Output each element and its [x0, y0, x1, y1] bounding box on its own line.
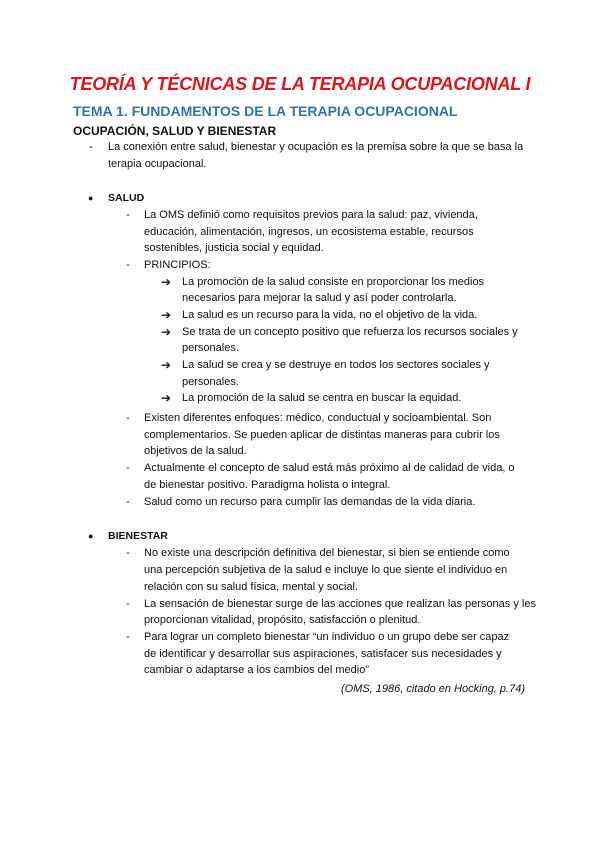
principio-line: personales.	[182, 342, 239, 354]
principio-line: La promoción de la salud se centra en buscar la equidad.	[182, 392, 462, 404]
dash-marker: -	[89, 141, 93, 153]
dash-marker: -	[126, 412, 130, 424]
arrow-marker: ➔	[161, 308, 172, 322]
principio-line: La salud se crea y se destruye en todos los sectores sociales y	[182, 359, 490, 371]
principio-line: La salud es un recurso para la vida, no el objetivo de la vida.	[182, 309, 478, 321]
dash-marker: -	[126, 598, 130, 610]
bienestar-line: Para lograr un completo bienestar “un individuo o un grupo debe ser capaz	[144, 631, 510, 643]
principio-line: necesarios para mejorar la salud y así poder controlarla.	[182, 292, 457, 304]
salud-oms-line: La OMS definió como requisitos previos para la salud: paz, vivienda,	[144, 209, 478, 221]
recurso-line: Salud como un recurso para cumplir las demandas de la vida diaria.	[144, 496, 476, 508]
intro-line: La conexión entre salud, bienestar y ocupación es la premisa sobre la que se basa la	[108, 141, 524, 153]
enfoques-line: complementarios. Se pueden aplicar de distintas maneras para cubrir los	[144, 429, 500, 441]
dash-marker: -	[126, 209, 130, 221]
topic-heading: TEMA 1. FUNDAMENTOS DE LA TERAPIA OCUPACIONAL	[73, 103, 458, 119]
dash-marker: -	[126, 259, 130, 271]
principio-line: Se trata de un concepto positivo que refuerza los recursos sociales y	[182, 326, 518, 338]
dash-marker: -	[126, 547, 130, 559]
salud-oms-line: educación, alimentación, ingresos, un ecosistema estable, recursos	[144, 226, 474, 238]
bienestar-line: relación con su salud física, mental y social.	[144, 581, 358, 593]
bienestar-line: La sensación de bienestar surge de las acciones que realizan las personas y les	[144, 598, 536, 610]
salud-oms-line: sostenibles, justicia social y equidad.	[144, 242, 324, 254]
actualmente-line: de bienestar positivo. Paradigma holista o integral.	[144, 479, 391, 491]
section-heading: OCUPACIÓN, SALUD Y BIENESTAR	[73, 124, 277, 138]
bullet-marker: ●	[88, 531, 94, 541]
bienestar-line: No existe una descripción definitiva del bienestar, si bien se entiende como	[144, 547, 510, 559]
document-title: TEORÍA Y TÉCNICAS DE LA TERAPIA OCUPACIONAL I	[69, 74, 531, 94]
arrow-marker: ➔	[161, 325, 172, 339]
principio-line: La promoción de la salud consiste en proporcionar los medios	[182, 276, 485, 288]
bienestar-line: de identificar y desarrollar sus aspiraciones, satisfacer sus necesidades y	[144, 648, 502, 660]
dash-marker: -	[126, 631, 130, 643]
bienestar-line: cambiar o adaptarse a los cambios del medio”	[144, 664, 370, 676]
bienestar-line: proporcionan vitalidad, propósito, satisfacción o plenitud.	[144, 614, 421, 626]
arrow-marker: ➔	[161, 358, 172, 372]
enfoques-line: Existen diferentes enfoques: médico, conductual y socioambiental. Son	[144, 412, 492, 424]
enfoques-line: objetivos de la salud.	[144, 445, 247, 457]
arrow-marker: ➔	[161, 275, 172, 289]
principio-line: personales.	[182, 376, 239, 388]
dash-marker: -	[126, 462, 130, 474]
dash-marker: -	[126, 496, 130, 508]
principios-label: PRINCIPIOS:	[144, 259, 211, 271]
arrow-marker: ➔	[161, 391, 172, 405]
citation: (OMS, 1986, citado en Hocking, p.74)	[340, 683, 525, 695]
actualmente-line: Actualmente el concepto de salud está más próximo al de calidad de vida, o	[144, 462, 515, 474]
bienestar-heading: BIENESTAR	[108, 530, 168, 542]
bullet-marker: ●	[88, 193, 94, 203]
salud-heading: SALUD	[108, 192, 145, 204]
bienestar-line: una percepción subjetiva de la salud e incluye lo que siente el individuo en	[144, 564, 508, 576]
intro-line: terapia ocupacional.	[108, 158, 207, 170]
